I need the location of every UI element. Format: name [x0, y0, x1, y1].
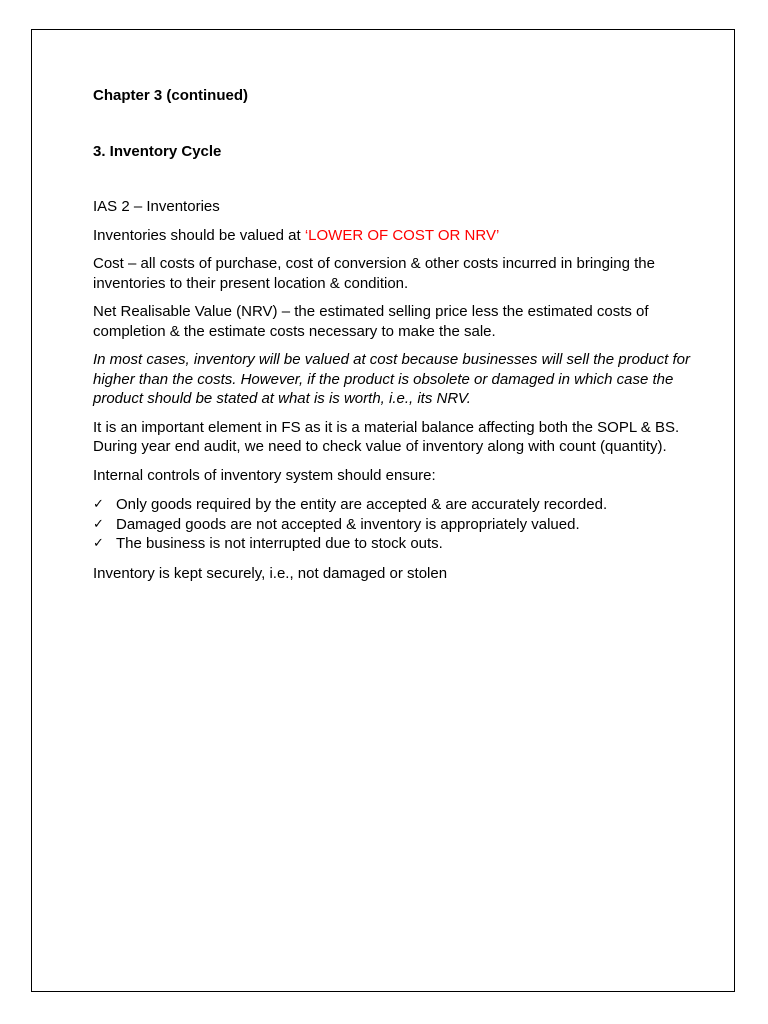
controls-intro: Internal controls of inventory system should ensure:: [93, 466, 436, 484]
check-icon: ✓: [93, 497, 104, 512]
italic-note: In most cases, inventory will be valued at cost because businesses will sell the product for higher than the costs. However, if the product is obsolete or damaged in which case the product should be stated at what is is worth, i.e., its NRV.: [93, 351, 690, 407]
valuation-paragraph: [93, 226, 693, 246]
list-item-text: Damaged goods are not accepted & inventory is appropriately valued.: [116, 515, 580, 533]
valuation-prefix: Inventories should be valued at: [93, 226, 305, 244]
cost-definition: Cost – all costs of purchase, cost of conversion & other costs incurred in bringing the inventories to their present location & condition.: [93, 255, 655, 292]
list-item: [93, 515, 693, 535]
controls-list: [93, 495, 693, 554]
check-icon: ✓: [93, 516, 104, 532]
document-content: [93, 86, 693, 583]
check-icon: ✓: [93, 536, 104, 551]
list-item-text: The business is not interrupted due to stock outs.: [116, 535, 443, 552]
importance-paragraph: It is an important element in FS as it is a material balance affecting both the SOPL & BS. During year end audit, we need to check value of inventory along with count (quantity).: [93, 418, 680, 455]
list-item: [93, 495, 693, 515]
list-item-text: Only goods required by the entity are accepted & are accurately recorded.: [116, 496, 608, 513]
list-item: [93, 534, 693, 554]
ias-title: IAS 2 – Inventories: [93, 198, 220, 215]
closing-line: Inventory is kept securely, i.e., not damaged or stolen: [93, 564, 448, 582]
section-heading: 3. Inventory Cycle: [93, 142, 222, 160]
nrv-definition: Net Realisable Value (NRV) – the estimated selling price less the estimated costs of completion & the estimate costs necessary to make the sale.: [93, 303, 649, 340]
valuation-highlight: ‘LOWER OF COST OR NRV’: [304, 226, 500, 244]
chapter-heading: Chapter 3 (continued): [93, 87, 249, 104]
